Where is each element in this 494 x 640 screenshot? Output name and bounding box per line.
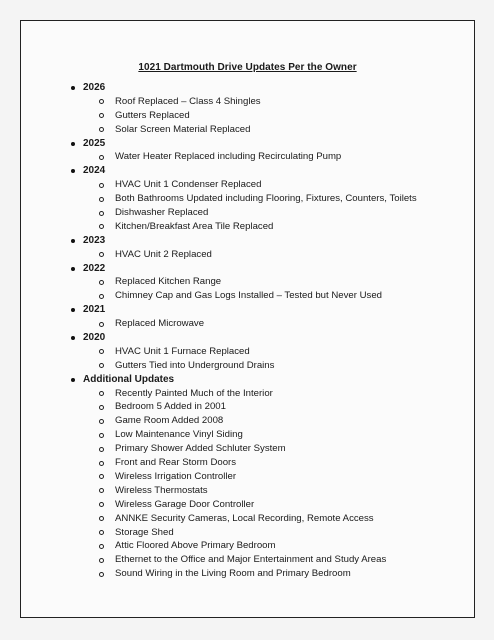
- section-heading-text: 2023: [83, 234, 106, 246]
- list-item: [69, 553, 469, 567]
- hollow-bullet-icon: [99, 447, 104, 452]
- section: [69, 137, 469, 165]
- section-heading: [69, 262, 469, 276]
- section-heading-text: 2024: [83, 165, 106, 177]
- list-item: [69, 359, 469, 373]
- hollow-bullet-icon: [99, 294, 104, 299]
- hollow-bullet-icon: [99, 419, 104, 424]
- bullet-icon: [71, 169, 75, 173]
- list-item: [69, 192, 469, 206]
- section-heading-text: 2022: [83, 262, 106, 274]
- section-heading: [69, 234, 469, 248]
- hollow-bullet-icon: [99, 502, 104, 507]
- hollow-bullet-icon: [99, 474, 104, 479]
- section-heading: [69, 137, 469, 151]
- list-item: [69, 317, 469, 331]
- list-item: [69, 206, 469, 220]
- list-item: [69, 512, 469, 526]
- hollow-bullet-icon: [99, 127, 104, 132]
- list-item-text: Solar Screen Material Replaced: [115, 123, 251, 135]
- hollow-bullet-icon: [99, 252, 104, 257]
- hollow-bullet-icon: [99, 211, 104, 216]
- document-page: [20, 20, 475, 618]
- hollow-bullet-icon: [99, 572, 104, 577]
- list-item-text: Wireless Thermostats: [115, 484, 208, 496]
- list-item: [69, 289, 469, 303]
- section-heading: [69, 331, 469, 345]
- list-item: [69, 150, 469, 164]
- bullet-icon: [71, 336, 75, 340]
- list-item-text: Bedroom 5 Added in 2001: [115, 401, 226, 413]
- list-item-text: Both Bathrooms Updated including Flooring, Fixtures, Counters, Toilets: [115, 193, 417, 205]
- list-item-text: Kitchen/Breakfast Area Tile Replaced: [115, 220, 274, 232]
- list-item-text: Game Room Added 2008: [115, 415, 224, 427]
- hollow-bullet-icon: [99, 197, 104, 202]
- list-item-text: Attic Floored Above Primary Bedroom: [115, 540, 276, 552]
- hollow-bullet-icon: [99, 224, 104, 229]
- hollow-bullet-icon: [99, 405, 104, 410]
- section-heading-text: 2026: [83, 82, 106, 93]
- section-heading: [69, 164, 469, 178]
- document-title: 1021 Dartmouth Drive Updates Per the Owner: [138, 62, 357, 73]
- list-item: [69, 456, 469, 470]
- hollow-bullet-icon: [99, 516, 104, 521]
- section: [69, 234, 469, 262]
- bullet-icon: [71, 86, 75, 90]
- hollow-bullet-icon: [99, 183, 104, 188]
- hollow-bullet-icon: [99, 99, 104, 104]
- hollow-bullet-icon: [99, 155, 104, 160]
- hollow-bullet-icon: [99, 322, 104, 327]
- hollow-bullet-icon: [99, 488, 104, 493]
- list-item: [69, 345, 469, 359]
- hollow-bullet-icon: [99, 530, 104, 535]
- list-item-text: Replaced Microwave: [115, 318, 205, 330]
- hollow-bullet-icon: [99, 363, 104, 368]
- hollow-bullet-icon: [99, 391, 104, 396]
- list-item-text: Chimney Cap and Gas Logs Installed – Tested but Never Used: [115, 290, 382, 302]
- list-item-text: HVAC Unit 1 Furnace Replaced: [115, 345, 250, 357]
- section-heading: [69, 81, 469, 95]
- list-item: [69, 428, 469, 442]
- list-item: [69, 123, 469, 137]
- bullet-icon: [71, 378, 75, 382]
- list-item-text: Roof Replaced – Class 4 Shingles: [115, 95, 261, 107]
- list-item-text: Gutters Replaced: [115, 109, 190, 121]
- hollow-bullet-icon: [99, 558, 104, 563]
- hollow-bullet-icon: [99, 544, 104, 549]
- section: [69, 373, 469, 581]
- list-item-text: Ethernet to the Office and Major Entertainment and Study Areas: [115, 554, 387, 566]
- list-item: [69, 567, 469, 581]
- list-item: [69, 387, 469, 401]
- list-item: [69, 275, 469, 289]
- list-item-text: Primary Shower Added Schluter System: [115, 443, 286, 455]
- list-item-text: Gutters Tied into Underground Drains: [115, 359, 275, 371]
- list-item-text: Dishwasher Replaced: [115, 207, 209, 219]
- list-item-text: Water Heater Replaced including Recirculating Pump: [115, 151, 342, 163]
- list-item-text: Low Maintenance Vinyl Siding: [115, 429, 243, 441]
- section: [69, 331, 469, 373]
- section: [69, 303, 469, 331]
- hollow-bullet-icon: [99, 113, 104, 118]
- list-item: [69, 498, 469, 512]
- section-heading-text: 2025: [83, 137, 106, 149]
- list-item: [69, 248, 469, 262]
- bullet-icon: [71, 308, 75, 312]
- bullet-icon: [71, 267, 75, 271]
- updates-list: [69, 81, 469, 581]
- hollow-bullet-icon: [99, 349, 104, 354]
- bullet-icon: [71, 142, 75, 146]
- list-item: [69, 178, 469, 192]
- section: [69, 164, 469, 233]
- section: [69, 81, 469, 137]
- section: [69, 262, 469, 304]
- section-heading-text: Additional Updates: [83, 373, 175, 385]
- list-item-text: Replaced Kitchen Range: [115, 276, 222, 288]
- list-item: [69, 539, 469, 553]
- list-item: [69, 526, 469, 540]
- list-item: [69, 109, 469, 123]
- hollow-bullet-icon: [99, 433, 104, 438]
- list-item-text: Front and Rear Storm Doors: [115, 457, 237, 469]
- list-item: [69, 95, 469, 109]
- list-item-text: ANNKE Security Cameras, Local Recording, Remote Access: [115, 512, 374, 524]
- section-heading-text: 2021: [83, 304, 106, 316]
- list-item-text: Wireless Garage Door Controller: [115, 498, 255, 510]
- section-heading: [69, 303, 469, 317]
- list-item-text: HVAC Unit 1 Condenser Replaced: [115, 179, 262, 191]
- section-heading-text: 2020: [83, 332, 106, 344]
- list-item: [69, 220, 469, 234]
- list-item-text: Sound Wiring in the Living Room and Primary Bedroom: [115, 568, 351, 580]
- hollow-bullet-icon: [99, 461, 104, 466]
- list-item: [69, 484, 469, 498]
- list-item-text: Storage Shed: [115, 526, 174, 538]
- bullet-icon: [71, 239, 75, 243]
- hollow-bullet-icon: [99, 280, 104, 285]
- list-item-text: Wireless Irrigation Controller: [115, 470, 237, 482]
- list-item-text: Recently Painted Much of the Interior: [115, 387, 273, 399]
- list-item: [69, 400, 469, 414]
- list-item: [69, 414, 469, 428]
- list-item: [69, 470, 469, 484]
- list-item: [69, 442, 469, 456]
- list-item-text: HVAC Unit 2 Replaced: [115, 248, 212, 260]
- section-heading: [69, 373, 469, 387]
